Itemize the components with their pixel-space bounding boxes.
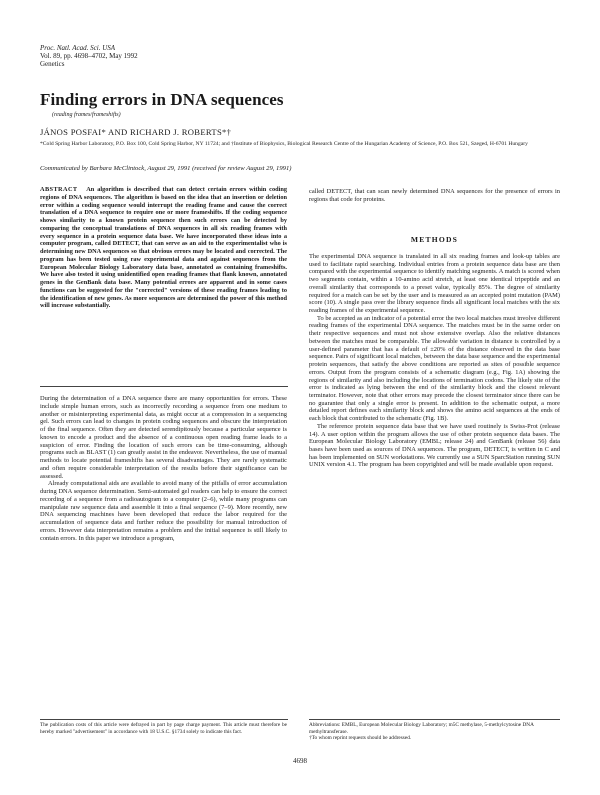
- body-paragraph: The reference protein sequence data base that we have used routinely is Swiss-Prot (release 14). A user option within the program allows the use of other protein sequence data bases. The European Molecular Biology Laboratory (EMBL; release 24) and GenBank (release 56) data bases have been used as sources of DNA sequences. The program, DETECT, is written in C and has been implemented on SUN workstations. We currently use a SUN SparcStation running SUN UNIX version 4.1. The program has been copyrighted and will be made available upon request.: [309, 422, 560, 469]
- communicated-line: Communicated by Barbara McClintock, August 29, 1991 (received for review August 29, 1991): [40, 165, 292, 172]
- author-affiliations: *Cold Spring Harbor Laboratory, P.O. Box 100, Cold Spring Harbor, NY 11724; and †Institute of Biophysics, Biological Research Centre of the Hungarian Academy of Science, P.O. Box 521, Szeged, H-6701 Hungary: [40, 141, 528, 147]
- abstract-divider: [40, 386, 288, 387]
- article-authors: JÁNOS POSFAI* AND RICHARD J. ROBERTS*†: [40, 127, 232, 137]
- footnote-divider-left: [40, 719, 288, 720]
- journal-name: Proc. Natl. Acad. Sci. USA: [40, 44, 116, 52]
- footnote-divider-right: [309, 719, 560, 720]
- article-keywords: (reading frames/frameshifts): [52, 112, 121, 118]
- abstract-label: ABSTRACT: [40, 186, 78, 193]
- reprint-footnote: †To whom reprint requests should be addressed.: [309, 735, 412, 742]
- right-column-body: [309, 253, 560, 723]
- body-paragraph: Already computational aids are available to avoid many of the pitfalls of error accumulation during DNA sequence determination. Semi-automated gel readers can help to ensure the correct recording of a sequence from a radioautogram to a computer (2–6), while many programs can manipulate raw sequence data and assemble it into a final sequence (7–9). More recently, new DNA sequencing machines have been developed that reduce the labor required for the accumulation of sequence data and further reduce the possibility for manual introduction of errors. However data interpretation remains a problem and the initial sequence is still likely to contain errors. In this paper we introduce a program,: [40, 480, 287, 542]
- abbreviations-text: Abbreviations: EMBL, European Molecular Biology Laboratory; m5C methylase, 5-methylcytosine DNA methyltransferase.: [309, 722, 534, 735]
- right-column-intro: called DETECT, that can scan newly determined DNA sequences for the presence of errors in regions that code for proteins.: [309, 188, 560, 203]
- left-column-body: [40, 395, 287, 715]
- abstract: [40, 186, 287, 383]
- abstract-text: An algorithm is described that can detect certain errors within coding regions of DNA sequences. The algorithm is based on the idea that an insertion or deletion error within a coding sequence would interrupt the reading frame and cause the correct translation of a DNA sequence to require one or more frameshifts. If the coding sequence shows similarity to a known protein sequence then such errors can be detected by comparing the conceptual translations of DNA sequences in all six reading frames with every sequence in a protein sequence data base. We have incorporated these ideas into a computer program, called DETECT, that can serve as an aid to the experimentalist who is determining new DNA sequences so that obvious errors may be located and corrected. The program has been tested using raw experimental data and against sequences from the European Molecular Biology Laboratory data base, annotated as containing frameshifts. We have also tested it using unidentified open reading frames that flank known, annotated genes in the GenBank data base. Many potential errors are apparent and in some cases functions can be suggested for the "corrected" versions of these reading frames leading to the identification of new genes. As more sequences are determined the power of this method will increase substantially.: [40, 186, 287, 310]
- body-paragraph: To be accepted as an indicator of a potential error the two local matches must involve different reading frames of the experimental DNA sequence. The matches must be in the same order on their respective sequences and must not show extensive overlap. Also the relative distances between the matches must be comparable. The allowable variation in distance is controlled by a user-defined parameter that has a default of ±20% of the distance observed in the data base sequence. Pairs of significant local matches, between the data base sequence and the experimental protein sequences, that satisfy the above conditions are reported as sites of possible sequence errors. Output from the program consists of a schematic diagram (e.g., Fig. 1A) showing the regions of similarity and also including the locations of termination codons. The likely site of the error is indicated as lying between the end of the similarity block and the closest relevant terminator. However, note that other errors may precede the closest terminator since there can be no guarantee that only a single error is present. In addition to the schematic output, a more detailed report defines each similarity block and shows the amino acid sequences at the ends of each block that contributed to the schematic (Fig. 1B).: [309, 314, 560, 423]
- article-title: Finding errors in DNA sequences: [40, 90, 284, 109]
- methods-heading: METHODS: [410, 235, 459, 244]
- journal-volume: Vol. 89, pp. 4698–4702, May 1992: [40, 52, 138, 61]
- journal-section: Genetics: [40, 60, 65, 69]
- publication-costs-footnote: The publication costs of this article were defrayed in part by page charge payment. This article must therefore be hereby marked "advertisement" in accordance with 18 U.S.C. §1734 solely to indicate this fact.: [40, 722, 287, 735]
- page-number: 4698: [293, 757, 307, 765]
- journal-header: [40, 44, 138, 69]
- abbreviations-footnote: [309, 722, 560, 742]
- body-paragraph: The experimental DNA sequence is translated in all six reading frames and look-up tables are used to facilitate rapid searching. Individual entries from a protein sequence data base are then compared with the experimental sequence to identify matching segments. A match is scored when two segments contain, within a 10-amino acid stretch, at least one identical tripeptide and an overall similarity that corresponds to a preset value, typically 85%. The degree of similarity required for a match can be set by the user and is measured as an accepted point mutation (PAM) score (10). A single pass over the library sequence finds all significant local matches with the six reading frames of the experimental sequence.: [309, 253, 560, 315]
- body-paragraph: During the determination of a DNA sequence there are many opportunities for errors. These include simple human errors, such as incorrectly recording a sequence from one medium to another or misinterpreting experimental data, as might occur at a compression in a sequencing gel. Such errors can lead to changes in protein coding sequences and obscure the interpretation of the final sequence. Often they are detected serendipitously because a particular sequence is known to encode a product and the absence of a continuous open reading frame leads to a suspicion of error. Finding the location of such errors can be time-consuming, although programs such as BLAST (1) can greatly assist in the endeavor. Nevertheless, the use of manual methods to locate potential frameshifts has several disadvantages. They are rarely systematic and often require considerable interpretation of the results before their significance can be assessed.: [40, 395, 287, 480]
